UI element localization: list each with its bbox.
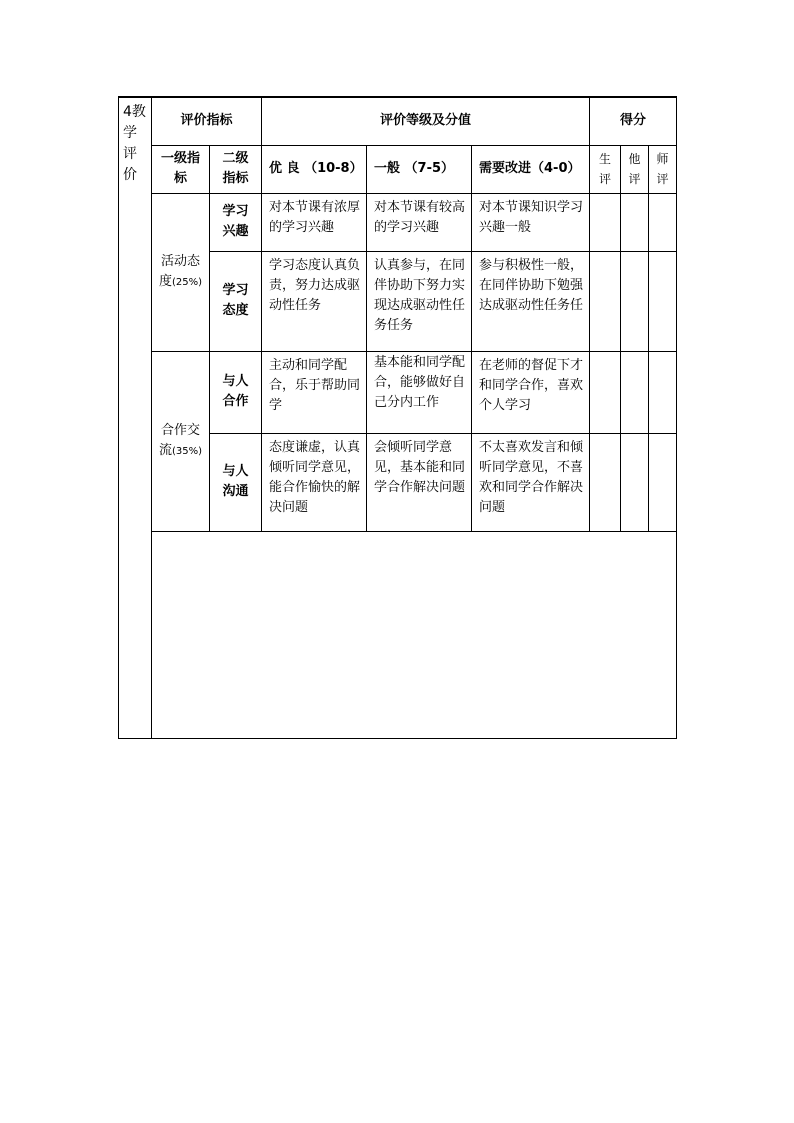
teacher-score-cell[interactable] [649, 351, 677, 433]
teacher-score-cell[interactable] [649, 433, 677, 531]
subheader-improve: 需要改进（4-0） [472, 145, 590, 193]
subheader-peer: 他评 [621, 145, 649, 193]
improve-criteria: 不太喜欢发言和倾听同学意见，不喜欢和同学合作解决问题 [472, 433, 590, 531]
excellent-criteria: 学习态度认真负责，努力达成驱动性任务 [262, 251, 367, 351]
peer-score-cell[interactable] [621, 351, 649, 433]
excellent-criteria: 态度谦虚，认真倾听同学意见，能合作愉快的解决问题 [262, 433, 367, 531]
category-weight: (35%) [171, 445, 203, 457]
self-score-cell[interactable] [590, 433, 621, 531]
subheader-excellent: 优 良 （10-8） [262, 145, 367, 193]
subheader-level2: 二级指标 [210, 145, 262, 193]
improve-criteria: 在老师的督促下才和同学合作，喜欢个人学习 [472, 351, 590, 433]
peer-score-cell[interactable] [621, 193, 649, 251]
subheader-self: 生评 [590, 145, 621, 193]
teacher-score-cell[interactable] [649, 251, 677, 351]
average-criteria: 会倾听同学意见，基本能和同学合作解决问题 [367, 433, 472, 531]
improve-criteria: 参与积极性一般，在同伴协助下勉强达成驱动性任务任 [472, 251, 590, 351]
section-number: 4 [123, 104, 132, 120]
category-name: 合作交流 [158, 422, 200, 458]
header-indicator: 评价指标 [152, 97, 262, 145]
level2-indicator: 学习态度 [210, 251, 262, 351]
evaluation-table [118, 96, 677, 739]
excellent-criteria: 主动和同学配合，乐于帮助同学 [262, 351, 367, 433]
improve-criteria: 对本节课知识学习兴趣一般 [472, 193, 590, 251]
category-cell [152, 351, 210, 531]
subheader-average: 一般 （7-5） [367, 145, 472, 193]
excellent-criteria: 对本节课有浓厚的学习兴趣 [262, 193, 367, 251]
table-row [119, 193, 677, 251]
category-cell [152, 193, 210, 351]
peer-score-cell[interactable] [621, 433, 649, 531]
self-score-cell[interactable] [590, 251, 621, 351]
level2-indicator: 与人沟通 [210, 433, 262, 531]
notes-area[interactable] [152, 531, 677, 738]
subheader-teacher: 师评 [649, 145, 677, 193]
category-weight: (25%) [171, 276, 203, 288]
average-criteria: 对本节课有较高的学习兴趣 [367, 193, 472, 251]
category-name: 活动态度 [158, 253, 200, 289]
header-score: 得分 [590, 97, 677, 145]
teacher-score-cell[interactable] [649, 193, 677, 251]
self-score-cell[interactable] [590, 193, 621, 251]
section-label: 教学评价 [123, 104, 146, 183]
average-criteria: 认真参与，在同伴协助下努力实现达成驱动性任务任务 [367, 251, 472, 351]
self-score-cell[interactable] [590, 351, 621, 433]
level2-indicator: 与人合作 [210, 351, 262, 433]
table-row [119, 351, 677, 433]
peer-score-cell[interactable] [621, 251, 649, 351]
subheader-level1: 一级指标 [152, 145, 210, 193]
section-label-cell [119, 97, 152, 738]
header-grade: 评价等级及分值 [262, 97, 590, 145]
average-criteria: 基本能和同学配合，能够做好自己分内工作 [367, 351, 472, 433]
level2-indicator: 学习兴趣 [210, 193, 262, 251]
